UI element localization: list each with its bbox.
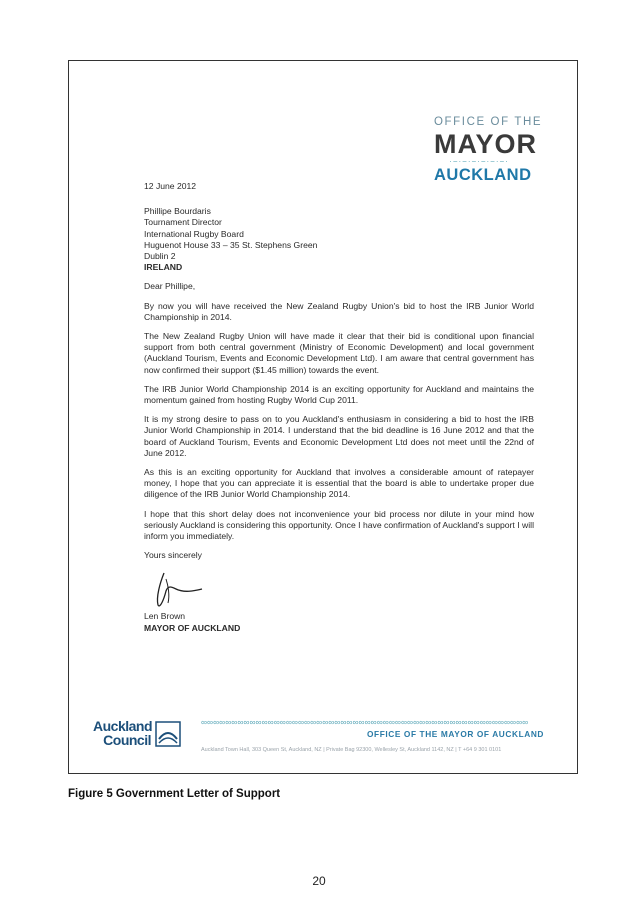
address-line: Huguenot House 33 – 35 St. Stephens Green xyxy=(144,239,318,250)
council-name-line: Council xyxy=(103,732,151,748)
letter-body xyxy=(144,181,534,634)
signer-title: MAYOR OF AUCKLAND xyxy=(144,622,241,633)
footer-office-name: OFFICE OF THE MAYOR OF AUCKLAND xyxy=(367,729,545,739)
letter-paragraph: I hope that this short delay does not inconvenience your bid process nor dilute in your mind how seriously Auckland is considering this opportunity. Once I have confirmation of Auckland's support I will inform you immediately. xyxy=(144,508,534,542)
auckland-title: AUCKLAND xyxy=(434,166,532,184)
signer-name: Len Brown xyxy=(144,611,186,622)
letter-paragraph: It is my strong desire to pass on to you Auckland's enthusiasm in considering a bid to host the IRB Junior World Championship in 2014. I understand that the bid deadline is 16 June 2012 and that the board of Auckland Tourism, Events and Economic Development Ltd does not meet until the 22nd of June 2012. xyxy=(144,414,534,458)
auckland-council-logo xyxy=(93,719,151,747)
salutation: Dear Phillipe, xyxy=(144,281,196,292)
recipient-address xyxy=(144,206,534,273)
letter-date: 12 June 2012 xyxy=(144,181,197,191)
letter-scan xyxy=(68,60,578,774)
letterhead-decoration: ·−·−·−·−·−·−· xyxy=(449,157,509,166)
signoff: Yours sincerely xyxy=(144,550,202,561)
address-line: Phillipe Bourdaris xyxy=(144,206,211,217)
council-crest-icon xyxy=(155,721,181,747)
page-number: 20 xyxy=(312,874,326,888)
letter-paragraph: The IRB Junior World Championship 2014 is an exciting opportunity for Auckland and maintains the momentum gained from hosting Rugby World Cup 2011. xyxy=(144,383,534,406)
address-country: IRELAND xyxy=(144,262,183,273)
footer-address: Auckland Town Hall, 303 Queen St, Auckland, NZ | Private Bag 92300, Wellesley St, Auckland 1142, NZ | T +64 9 301 0101 xyxy=(201,747,502,753)
letter-paragraph: The New Zealand Rugby Union will have made it clear that their bid is conditional upon financial support from both central government (Ministry of Economic Development) and local government (Auckland Tourism, Events and Economic Development Ltd). I am aware that central government has now confirmed their support ($1.45 million) towards the event. xyxy=(144,331,534,375)
footer-chain-decoration: ∞∞∞∞∞∞∞∞∞∞∞∞∞∞∞∞∞∞∞∞∞∞∞∞∞∞∞∞∞∞∞∞∞∞∞∞∞∞∞∞∞∞∞∞∞∞∞∞∞∞∞∞∞∞ xyxy=(201,717,529,727)
figure-caption: Figure 5 Government Letter of Support xyxy=(68,788,281,800)
mayor-title: MAYOR xyxy=(434,129,538,159)
letter-paragraph: By now you will have received the New Zealand Rugby Union's bid to host the IRB Junior World Championship in 2014. xyxy=(144,300,534,322)
address-line: Dublin 2 xyxy=(144,251,176,262)
council-name-line: Auckland xyxy=(93,718,153,734)
office-of-the-text: OFFICE OF THE xyxy=(434,116,543,128)
address-line: International Rugby Board xyxy=(144,228,244,239)
letter-paragraph: As this is an exciting opportunity for Auckland that involves a considerable amount of ratepayer money, I hope that you can appreciate it is essential that the board is able to undertake proper due diligence of the IRB Junior World Championship 2014. xyxy=(144,467,534,500)
address-line: Tournament Director xyxy=(144,217,222,228)
mayor-letterhead xyxy=(434,116,543,184)
signature-image xyxy=(150,569,220,611)
